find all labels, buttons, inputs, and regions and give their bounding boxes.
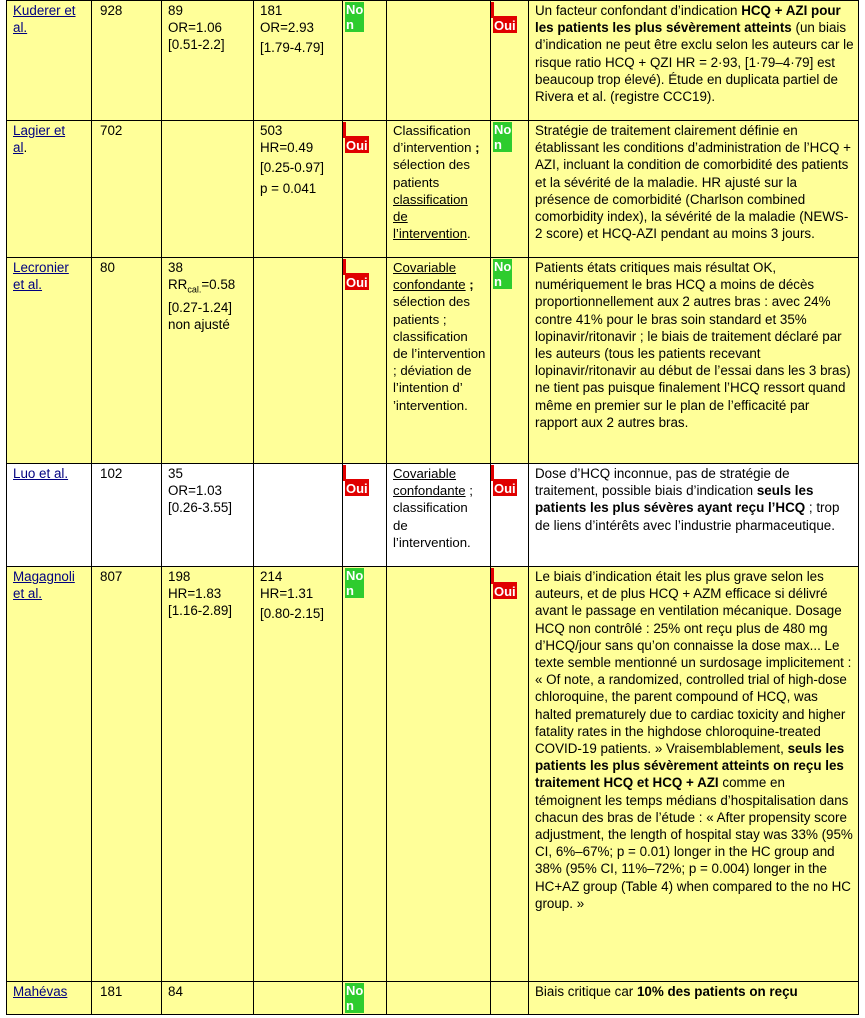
g1-line: [1.16-2.89]	[168, 603, 233, 619]
g1-line: $RR_{cal.}=0.58$	[168, 277, 236, 295]
study-cell: Lagier et al.	[7, 121, 92, 258]
criteria-cell	[387, 982, 491, 1015]
table-row	[7, 982, 859, 1015]
group1-cell	[162, 982, 254, 1015]
n-cell: 181	[92, 982, 162, 1015]
study-link[interactable]: Mahévas	[13, 984, 68, 999]
g1-line: [0.27-1.24]	[168, 300, 233, 316]
criteria-cell	[387, 567, 491, 982]
non-badge: No n	[494, 259, 512, 289]
n-cell: 807	[92, 567, 162, 982]
comment-cell: Biais critique car 10% des patients on reçu	[529, 982, 859, 1015]
oui-badge: Oui	[346, 275, 368, 290]
non-badge: No n	[346, 983, 364, 1013]
non-badge: No n	[494, 122, 512, 152]
g2-line: OR=2.93	[260, 20, 314, 36]
g2-line: 503	[260, 123, 283, 138]
study-link[interactable]: Kuderer et al.	[13, 3, 76, 36]
criteria-cell	[387, 1, 491, 121]
flag1-cell	[343, 464, 387, 567]
flag2-cell	[491, 1, 529, 121]
flag1-cell	[343, 258, 387, 464]
oui-badge: Oui	[494, 584, 516, 599]
flag1-cell	[343, 1, 387, 121]
flag2-cell	[491, 567, 529, 982]
oui-badge: Oui	[346, 481, 368, 496]
table-row	[7, 258, 859, 464]
flag1-cell	[343, 567, 387, 982]
studies-table	[6, 0, 859, 1015]
g2-line: [0.80-2.15]	[260, 606, 325, 622]
group1-cell	[162, 121, 254, 258]
g2-line: [1.79-4.79]	[260, 40, 325, 56]
study-link[interactable]: Magagnoli et al.	[13, 569, 75, 602]
g2-line: p = 0.041	[260, 180, 317, 196]
study-cell	[7, 464, 92, 567]
table-row	[7, 121, 859, 258]
table-row	[7, 1, 859, 121]
flag2-cell	[491, 258, 529, 464]
study-link[interactable]: Lagier et al	[13, 123, 66, 156]
study-cell	[7, 567, 92, 982]
flag1-cell	[343, 121, 387, 258]
g2-line: 181	[260, 3, 283, 18]
g2-line: 214	[260, 569, 283, 584]
study-link[interactable]: Lecronier et al.	[13, 260, 69, 293]
n-cell: 702	[92, 121, 162, 258]
comment-cell: Dose d’HCQ inconnue, pas de stratégie de traitement, possible biais d’indication seuls les patients les plus sévères ayant reçu l’HCQ ; trop de liens d’intérêts avec l’industrie pharmaceutique.	[529, 464, 859, 567]
comment-cell: Un facteur confondant d’indication HCQ + AZI pour les patients les plus sévèrement atteints (un biais d’indication ne peut être exclu selon les auteurs car le risque ratio HCQ + QZI HR = 2·93, [1·79–4·79] est beaucoup trop élevé). Étude en duplicata partiel de Rivera et al. (registre CCC19).	[529, 1, 859, 121]
flag2-cell	[491, 464, 529, 567]
group2-cell	[254, 567, 343, 982]
group1-cell	[162, 1, 254, 121]
g1-line: non ajusté	[168, 317, 230, 333]
study-link[interactable]: Luo et al.	[13, 466, 69, 481]
g1-line: OR=1.06	[168, 20, 222, 36]
criteria-cell: Classification d’intervention ; sélection des patients classification de l’intervention.	[387, 121, 491, 258]
comment-cell: Le biais d’indication était les plus grave selon les auteurs, et de plus HCQ + AZM efficace si délivré avant le passage en ventilation mécanique. Dosage HCQ non contrôlé : 25% ont reçu plus de 480 mg d’HCQ/jour sans qu’on connaisse la dose max... Le texte semble mentionné un surdosage implicitement : « Of note, a randomized, controlled trial of high-dose chloroquine, the parent compound of HCQ, was halted prematurely due to cardiac toxicity and higher fatality rates in the highdose chloroquine-treated COVID-19 patients. » Vraisemblablement, seuls les patients les plus sévèrement atteints on reçu les traitement HCQ et HCQ + AZI comme en témoignent les temps médians d’hospitalisation dans chacun des bras de l’étude : « After propensity score adjustment, the length of hospital stay was 33% (95% CI, 6%–67%; p = 0.01) longer in the HC group and 38% (95% CI, 11%–72%; p = 0.004) longer in the HC+AZ group (Table 4) when compared to the no HC group. »	[529, 567, 859, 982]
criteria-cell: Covariable confondante ; classification de l’intervention.	[387, 464, 491, 567]
non-badge: No n	[346, 568, 364, 598]
group1-cell	[162, 258, 254, 464]
non-badge: No n	[346, 2, 364, 32]
n-cell: 928	[92, 1, 162, 121]
g1-line: [0.51-2.2]	[168, 37, 225, 53]
g2-line: [0.25-0.97]	[260, 160, 325, 176]
group2-cell	[254, 258, 343, 464]
flag2-cell	[491, 982, 529, 1015]
g1-line: 198	[168, 569, 191, 584]
group2-cell	[254, 464, 343, 567]
g1-line: HR=1.83	[168, 586, 222, 602]
criteria-cell: Covariable confondante ; sélection des patients ; classification de l’intervention ; déviation de l’intention d’ ’intervention.	[387, 258, 491, 464]
table-row	[7, 567, 859, 982]
g1-line: 38	[168, 260, 183, 275]
comment-cell: Patients états critiques mais résultat OK, numériquement le bras HCQ a moins de décès proportionnellement aux 2 autres bras : avec 24% contre 41% pour le bras soin standard et 35% lopinavir/ritonavir ; le biais de traitement déclaré par les auteurs (tous les patients recevant lopinavir/ritonavir au début de l’essai dans les 3 bras) ne tient pas puisque finalement l’HCQ ressort quand même en premier sur le plan de l’efficacité par rapport aux 2 autres bras.	[529, 258, 859, 464]
group2-cell	[254, 1, 343, 121]
flag2-cell	[491, 121, 529, 258]
g1-line: 89	[168, 3, 183, 18]
comment-cell: Stratégie de traitement clairement définie en établissant les conditions d’administration de l’HCQ + AZI, incluant la condition de comorbidité des patients et la sévérité de la maladie. HR ajusté sur la présence de comorbidité (Charlson combined comorbidity index), la sévérité de la maladie (NEWS-2 score) et HCQ-AZI pendant au moins 3 jours.	[529, 121, 859, 258]
n-cell: 102	[92, 464, 162, 567]
g1-line: 35	[168, 466, 183, 481]
group2-cell	[254, 982, 343, 1015]
g1-line: OR=1.03	[168, 483, 222, 499]
group1-cell	[162, 567, 254, 982]
g2-line: HR=1.31	[260, 586, 314, 602]
oui-badge: Oui	[494, 481, 516, 496]
g1-line: 84	[168, 984, 183, 999]
study-cell	[7, 1, 92, 121]
oui-badge: Oui	[346, 138, 368, 153]
group2-cell	[254, 121, 343, 258]
flag1-cell	[343, 982, 387, 1015]
n-cell: 80	[92, 258, 162, 464]
study-cell	[7, 982, 92, 1015]
study-cell	[7, 258, 92, 464]
table-row	[7, 464, 859, 567]
group1-cell	[162, 464, 254, 567]
oui-badge: Oui	[494, 18, 516, 33]
g1-line: [0.26-3.55]	[168, 500, 233, 516]
g2-line: HR=0.49	[260, 140, 314, 156]
